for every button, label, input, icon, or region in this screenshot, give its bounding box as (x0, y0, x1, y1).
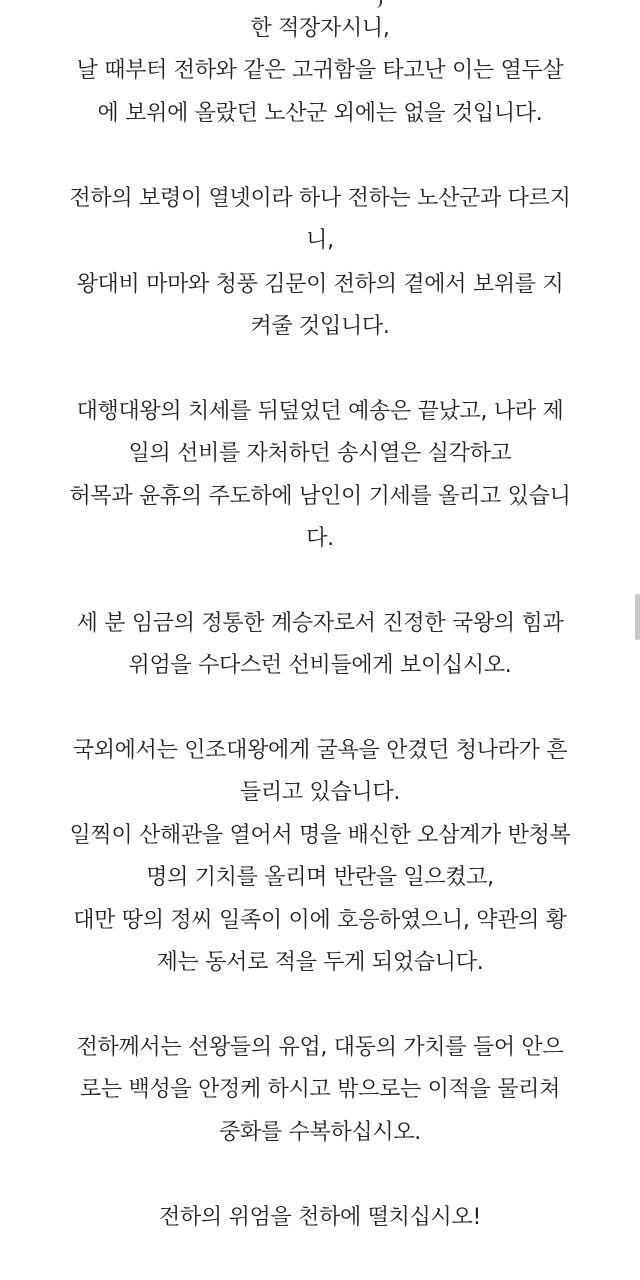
text-line: 명의 기치를 올리며 반란을 일으켰고, (146, 865, 494, 890)
clipped-top-glyph (372, 0, 382, 8)
text-line: 왕대비 마마와 청풍 김문이 전하의 곁에서 보위를 지 (76, 272, 564, 297)
text-line: 대만 땅의 정씨 일족이 이에 호응하였으니, 약관의 황 (73, 908, 567, 933)
scrollbar-thumb[interactable] (635, 594, 640, 640)
text-line: 전하의 보령이 열넷이라 하나 전하는 노산군과 다르지 (69, 186, 571, 211)
text-line: 국외에서는 인조대왕에게 굴욕을 안겼던 청나라가 흔 (72, 738, 568, 763)
text-line: 허목과 윤휴의 주도하에 남인이 기세를 올리고 있습니 (69, 484, 571, 509)
text-line: 일의 선비를 자처하던 송시열은 실각하고 (128, 441, 512, 466)
text-line: 한 적장자시니, (250, 16, 390, 41)
text-line: 일찍이 산해관을 열어서 명을 배신한 오삼계가 반청복 (69, 823, 571, 848)
text-line: 전하의 위엄을 천하에 떨치십시오! (159, 1205, 481, 1230)
text-line: 에 보위에 올랐던 노산군 외에는 없을 것입니다. (97, 101, 543, 126)
text-line: 제는 동서로 적을 두게 되었습니다. (156, 950, 484, 975)
text-line: 니, (306, 228, 334, 253)
text-line: 위엄을 수다스런 선비들에게 보이십시오. (128, 653, 512, 678)
text-line: 전하께서는 선왕들의 유업, 대동의 가치를 들어 안으 (76, 1035, 564, 1060)
text-line: 날 때부터 전하와 같은 고귀함을 타고난 이는 열두살 (76, 58, 564, 83)
text-line: 켜줄 것입니다. (250, 314, 390, 339)
text-line: 세 분 임금의 정통한 계승자로서 진정한 국왕의 힘과 (76, 611, 564, 636)
text-line: 중화를 수복하십시오. (219, 1120, 421, 1145)
text-line: 들리고 있습니다. (239, 780, 401, 805)
text-line: 로는 백성을 안정케 하시고 밖으로는 이적을 물리쳐 (79, 1077, 561, 1102)
text-line: 대행대왕의 치세를 뒤덮었던 예송은 끝났고, 나라 제 (76, 399, 564, 424)
text-line: 다. (306, 526, 334, 551)
